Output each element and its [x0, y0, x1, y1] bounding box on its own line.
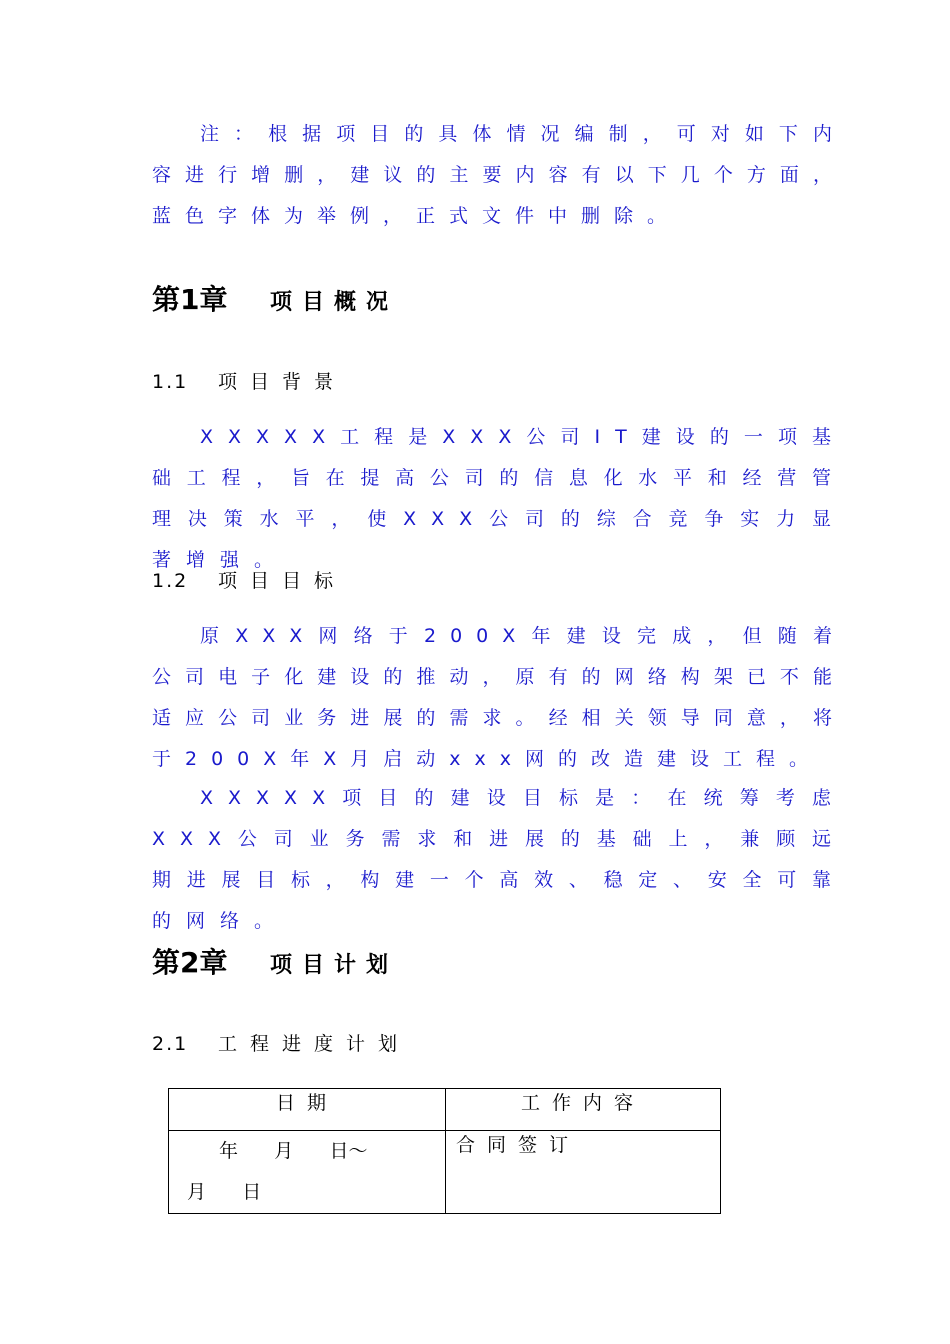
date-line-1: 年 月 日～: [219, 1140, 368, 1162]
section-title: 项目目标: [218, 570, 347, 592]
table-header-row: [169, 1089, 721, 1131]
section-number: 1.1: [152, 371, 189, 393]
schedule-table: [168, 1088, 721, 1214]
section-1-2-body-2: XXXXX项目的建设目标是：在统筹考虑XXX公司业务需求和进展的基础上，兼顾远期进展目标，构建一个高效、稳定、安全可靠的网络。: [152, 787, 846, 932]
chapter-2-heading: [152, 941, 398, 981]
header-work-content: 工作内容: [446, 1089, 721, 1131]
section-1-1-body: XXXXX工程是XXX公司IT建设的一项基础工程，旨在提高公司的信息化水平和经营管理决策水平，使XXX公司的综合竞争实力显著增强。: [152, 426, 846, 571]
header-date: 日期: [169, 1089, 446, 1131]
note-paragraph: 注：根据项目的具体情况编制，可对如下内容进行增删，建议的主要内容有以下几个方面，蓝色字体为举例，正式文件中删除。: [152, 123, 846, 227]
chapter-number: 第1章: [152, 283, 228, 316]
chapter-1-heading: [152, 278, 398, 318]
section-title: 项目背景: [218, 371, 347, 393]
section-2-1-heading: [152, 1029, 410, 1056]
chapter-title: 项目计划: [270, 953, 399, 978]
work-content-cell: 合同签订: [446, 1131, 721, 1214]
chapter-number: 第2章: [152, 946, 228, 979]
date-line-2: 月 日: [187, 1181, 262, 1203]
section-title: 工程进度计划: [218, 1033, 411, 1055]
section-1-2-body-1: 原XXX网络于200X年建设完成，但随着公司电子化建设的推动，原有的网络构架已不能适应公司业务进展的需求。经相关领导同意，将于200X年X月启动xxx网的改造建设工程。: [152, 625, 846, 770]
section-number: 2.1: [152, 1033, 189, 1055]
date-cell: [169, 1131, 446, 1214]
section-1-1-heading: [152, 367, 346, 394]
section-1-2-heading: [152, 566, 346, 593]
table-row: [169, 1131, 721, 1214]
chapter-title: 项目概况: [270, 290, 399, 315]
section-number: 1.2: [152, 570, 189, 592]
